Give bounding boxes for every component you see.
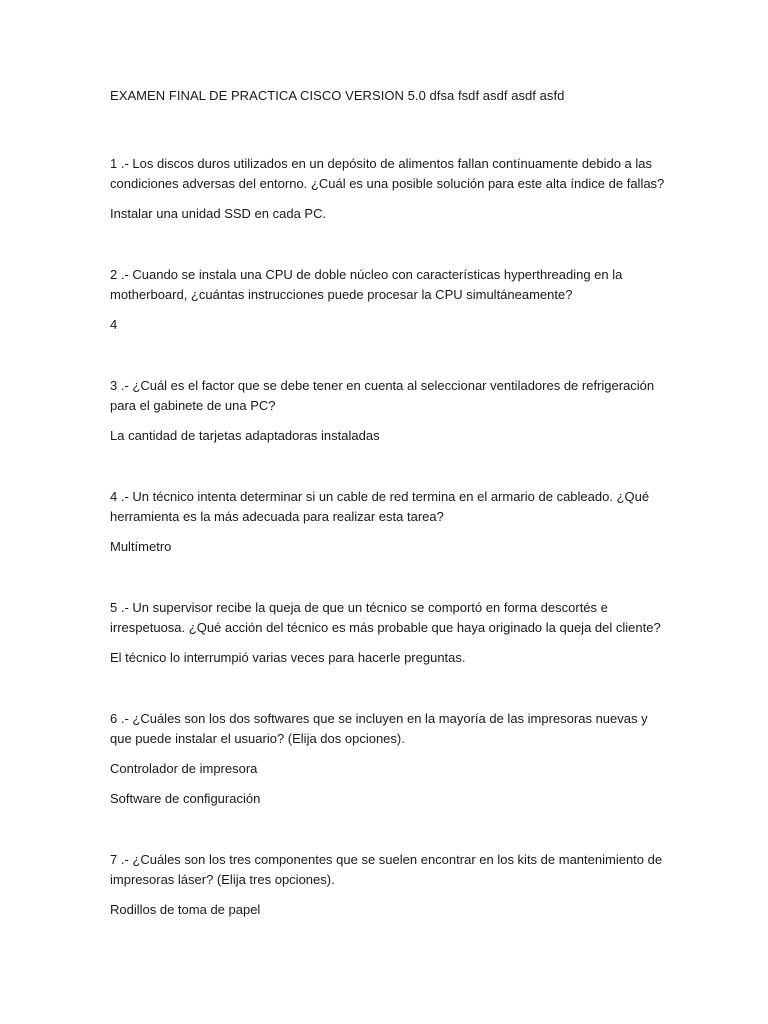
question-block-2 xyxy=(110,265,670,335)
answer-text: Instalar una unidad SSD en cada PC. xyxy=(110,206,327,221)
question-text: 3 .- ¿Cuál es el factor que se debe tener en cuenta al seleccionar ventiladores de refrigeración para el gabinete de una PC? xyxy=(110,378,655,413)
question-text: 2 .- Cuando se instala una CPU de doble núcleo con características hyperthreading en la motherboard, ¿cuántas instrucciones puede procesar la CPU simultáneamente? xyxy=(110,267,623,302)
answer-text: Rodillos de toma de papel xyxy=(110,902,261,917)
question-block-7 xyxy=(110,850,670,920)
answer-text: Software de configuración xyxy=(110,791,261,806)
question-text: 7 .- ¿Cuáles son los tres componentes que se suelen encontrar en los kits de mantenimiento de impresoras láser? (Elija tres opciones). xyxy=(110,852,663,887)
question-block-1 xyxy=(110,154,670,224)
question-block-3 xyxy=(110,376,670,446)
document-title: EXAMEN FINAL DE PRACTICA CISCO VERSION 5.0 dfsa fsdf asdf asdf asfd xyxy=(110,88,565,103)
answer-text: La cantidad de tarjetas adaptadoras instaladas xyxy=(110,428,380,443)
answer-text: El técnico lo interrumpió varias veces para hacerle preguntas. xyxy=(110,650,466,665)
answer-text: 4 xyxy=(110,317,118,332)
question-text: 1 .- Los discos duros utilizados en un depósito de alimentos fallan contínuamente debido a las condiciones adversas del entorno. ¿Cuál es una posible solución para este alta índice de fallas? xyxy=(110,156,665,191)
question-text: 4 .- Un técnico intenta determinar si un cable de red termina en el armario de cableado. ¿Qué herramienta es la más adecuada para realizar esta tarea? xyxy=(110,489,650,524)
question-block-5 xyxy=(110,598,670,668)
question-block-6 xyxy=(110,709,670,809)
question-block-4 xyxy=(110,487,670,557)
question-text: 5 .- Un supervisor recibe la queja de que un técnico se comportó en forma descortés e irrespetuosa. ¿Qué acción del técnico es más probable que haya originado la queja del cliente? xyxy=(110,600,661,635)
answer-text: Multímetro xyxy=(110,539,172,554)
question-text: 6 .- ¿Cuáles son los dos softwares que se incluyen en la mayoría de las impresoras nuevas y que puede instalar el usuario? (Elija dos opciones). xyxy=(110,711,648,746)
answer-text: Controlador de impresora xyxy=(110,761,258,776)
document-content xyxy=(110,86,670,930)
